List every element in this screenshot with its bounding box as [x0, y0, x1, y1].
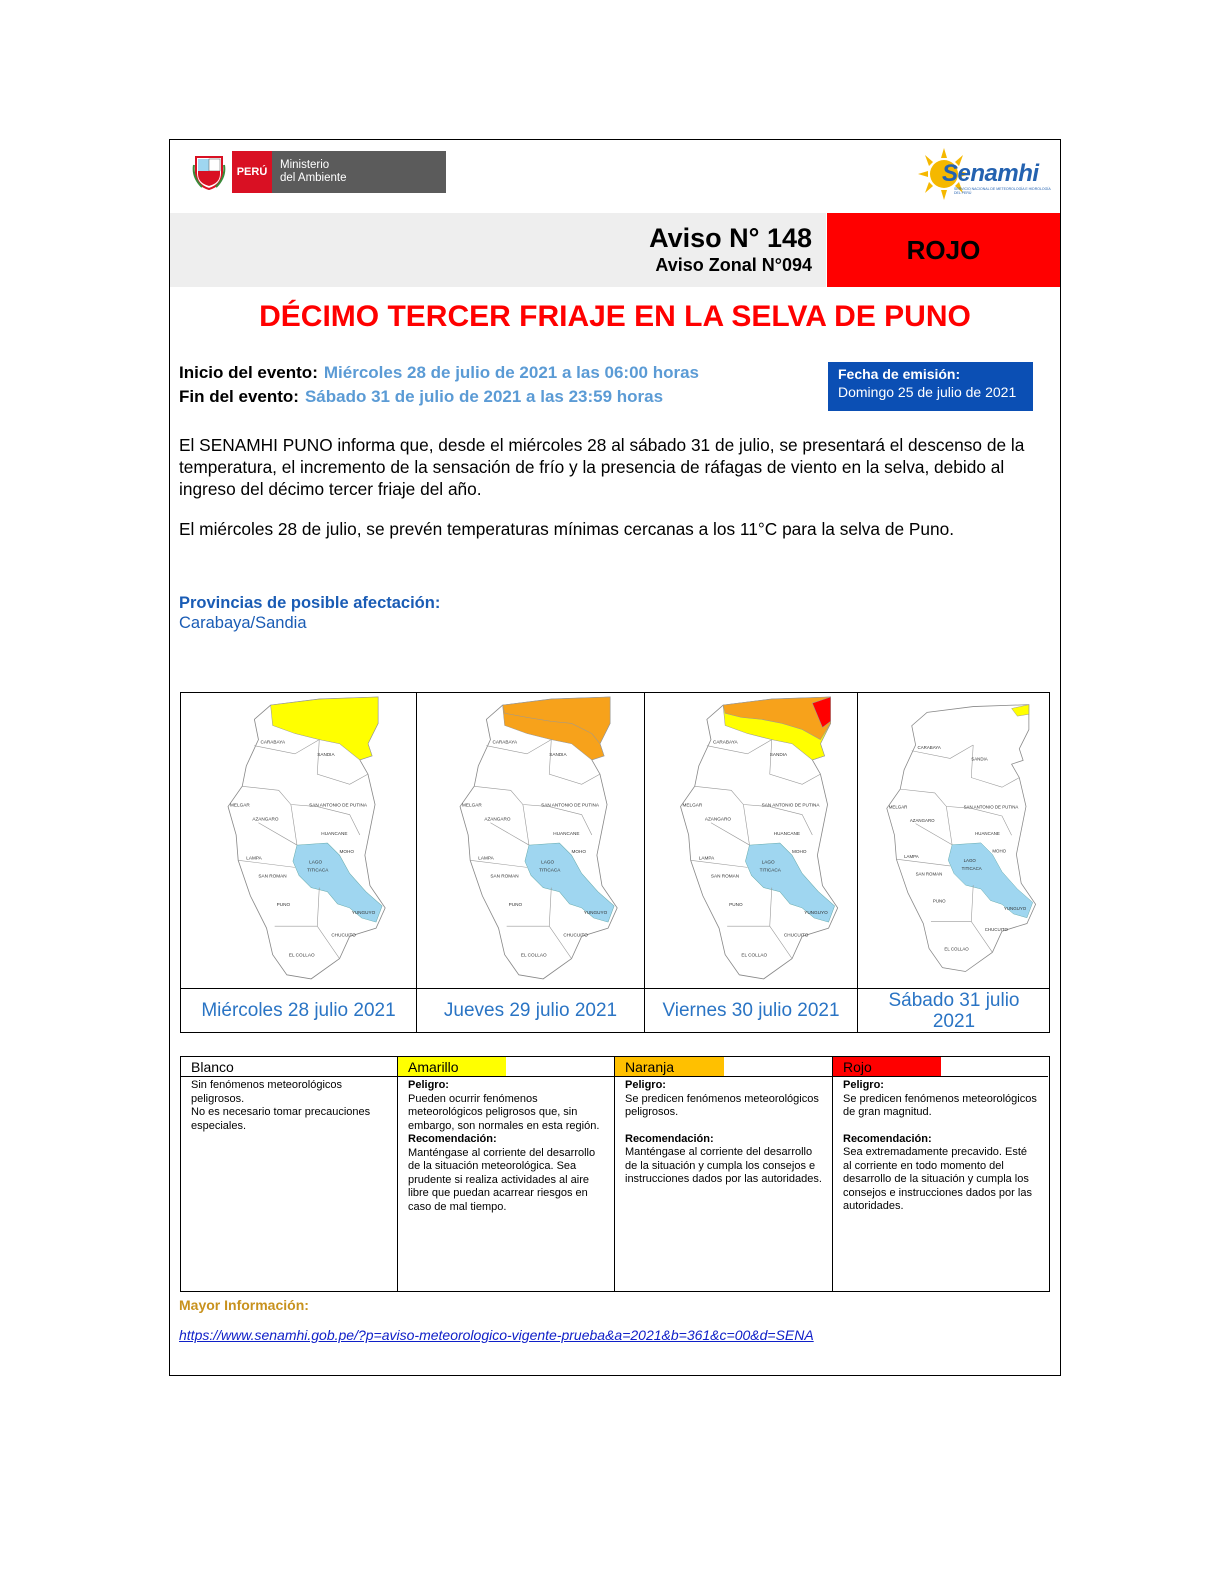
province-label-chucuito: CHUCUITO — [783, 932, 809, 938]
province-label-melgar: MELGAR — [230, 802, 250, 808]
province-label-carabaya: CARABAYA — [492, 739, 518, 745]
forecast-maps-table — [180, 692, 1050, 1033]
provinces-value: Carabaya/Sandia — [179, 614, 307, 632]
page-title: DÉCIMO TERCER FRIAJE EN LA SELVA DE PUNO — [259, 300, 971, 333]
map-day-1 — [181, 693, 417, 988]
province-label-azangaro: AZANGARO — [909, 817, 935, 823]
event-end-value: Sábado 31 de julio de 2021 a las 23:59 horas — [304, 387, 664, 406]
province-label-titicaca: TITICACA — [961, 865, 982, 871]
aviso-number: Aviso N° 148 — [649, 223, 812, 253]
province-label-putina: SAN ANTONIO DE PUTINA — [963, 804, 1019, 810]
alert-legend-table — [180, 1056, 1050, 1292]
emission-label: Fecha de emisión: — [838, 366, 961, 382]
legend-amarillo-rec-label: Recomendación: — [408, 1133, 497, 1145]
legend-rojo-header: Rojo — [833, 1057, 941, 1077]
province-label-azangaro: AZANGARO — [704, 816, 732, 822]
province-label-sanroman: SAN ROMAN — [710, 873, 740, 879]
province-label-huancane: HUANCANE — [773, 830, 800, 836]
province-label-putina: SAN ANTONIO DE PUTINA — [761, 802, 820, 808]
region-outline — [887, 705, 1036, 972]
province-label-yunguyo: YUNGUYO — [583, 910, 608, 916]
province-label-elcollao: EL COLLAO — [520, 952, 547, 958]
legend-amarillo-header: Amarillo — [398, 1057, 506, 1077]
event-start-value: Miércoles 28 de julio de 2021 a las 06:00 horas — [323, 363, 699, 382]
province-label-sandia: SANDIA — [549, 751, 567, 757]
province-label-melgar: MELGAR — [462, 802, 482, 808]
province-label-yunguyo: YUNGUYO — [804, 910, 828, 916]
puno-region-map — [181, 693, 417, 987]
province-label-titicaca: TITICACA — [307, 867, 329, 873]
province-label-elcollao: EL COLLAO — [944, 946, 969, 952]
event-end — [179, 387, 663, 407]
province-label-huancane: HUANCANE — [321, 830, 348, 836]
legend-amarillo-peligro: Pueden ocurrir fenómenos meteorológicos peligrosos que, sin embargo, son normales en esta región. — [408, 1092, 600, 1132]
legend-blanco-swatch — [289, 1057, 398, 1077]
province-label-lampa: LAMPA — [698, 855, 715, 861]
province-label-carabaya: CARABAYA — [712, 739, 738, 745]
legend-amarillo-text — [398, 1077, 615, 1291]
puno-region-map — [417, 693, 645, 987]
province-label-puno: PUNO — [932, 898, 946, 904]
province-label-huancane: HUANCANE — [975, 831, 1000, 837]
legend-rojo-peligro: Se predicen fenómenos meteorológicos de gran magnitud. — [843, 1092, 1037, 1118]
map-day-3 — [645, 693, 858, 988]
puno-region-map — [645, 693, 858, 987]
province-label-titicaca: TITICACA — [539, 867, 561, 873]
province-label-sanroman: SAN ROMAN — [915, 871, 943, 877]
more-info-link[interactable]: https://www.senamhi.gob.pe/?p=aviso-meteorologico-vigente-prueba&a=2021&b=361&c=00&d=SENA — [179, 1327, 814, 1343]
province-label-puno: PUNO — [508, 901, 523, 907]
legend-rojo-text — [833, 1077, 1048, 1291]
event-start-label: Inicio del evento: — [179, 363, 318, 382]
legend-naranja-text — [615, 1077, 833, 1291]
province-label-puno: PUNO — [276, 901, 291, 907]
legend-rojo-peligro-label: Peligro: — [843, 1079, 884, 1091]
legend-naranja-header: Naranja — [615, 1057, 724, 1077]
aviso-zonal-number: Aviso Zonal N°094 — [655, 255, 812, 275]
alert-level-badge: ROJO — [827, 213, 1060, 287]
ministry-line-2: del Ambiente — [280, 172, 347, 184]
legend-naranja-peligro-label: Peligro: — [625, 1079, 666, 1091]
province-label-putina: SAN ANTONIO DE PUTINA — [309, 802, 368, 808]
province-label-melgar: MELGAR — [682, 802, 703, 808]
legend-naranja-spacer — [724, 1057, 833, 1077]
province-label-sanroman: SAN ROMAN — [258, 873, 287, 879]
province-label-elcollao: EL COLLAO — [288, 952, 315, 958]
map-day-2 — [417, 693, 645, 988]
legend-naranja-rec: Manténgase al corriente del desarrollo de la situación y cumpla los consejos e instrucciones dados por las autoridades. — [625, 1146, 822, 1185]
province-label-lago: LAGO — [761, 859, 775, 865]
emission-value: Domingo 25 de julio de 2021 — [838, 384, 1017, 400]
more-info-label: Mayor Información: — [179, 1297, 309, 1313]
legend-naranja-peligro: Se predicen fenómenos meteorológicos peligrosos. — [625, 1092, 819, 1118]
province-label-sanroman: SAN ROMAN — [490, 873, 519, 879]
province-label-sandia: SANDIA — [769, 751, 788, 757]
province-label-lampa: LAMPA — [246, 855, 262, 861]
event-start — [179, 363, 699, 383]
puno-region-map — [858, 693, 1050, 987]
province-label-chucuito: CHUCUITO — [984, 927, 1008, 933]
day-label-4: Sábado 31 julio 2021 — [888, 989, 1020, 1032]
legend-blanco-text — [181, 1077, 398, 1291]
province-label-moho: MOHO — [992, 848, 1007, 854]
province-label-puno: PUNO — [729, 901, 743, 907]
province-label-carabaya: CARABAYA — [260, 739, 286, 745]
legend-rojo-rec: Sea extremadamente precavido. Esté al corriente en todo momento del desarrollo de la situación y cumpla los consejos e instrucciones dados por las autoridades. — [843, 1146, 1032, 1212]
province-label-lampa: LAMPA — [904, 854, 919, 860]
province-label-moho: MOHO — [571, 849, 587, 855]
province-label-azangaro: AZANGARO — [252, 816, 279, 822]
event-end-label: Fin del evento: — [179, 387, 299, 406]
province-label-lago: LAGO — [309, 859, 323, 865]
province-label-moho: MOHO — [339, 849, 355, 855]
legend-amarillo-peligro-label: Peligro: — [408, 1079, 449, 1091]
day-label-2: Jueves 29 julio 2021 — [417, 989, 645, 1032]
province-label-sandia: SANDIA — [971, 756, 988, 762]
peru-label: PERÚ — [232, 151, 272, 193]
peru-coat-of-arms-icon — [192, 153, 226, 191]
province-label-sandia: SANDIA — [317, 751, 335, 757]
province-label-moho: MOHO — [792, 849, 807, 855]
province-label-chucuito: CHUCUITO — [563, 932, 588, 938]
aviso-header — [170, 213, 826, 287]
province-label-lampa: LAMPA — [478, 855, 494, 861]
province-label-huancane: HUANCANE — [553, 830, 580, 836]
legend-naranja-rec-label: Recomendación: — [625, 1132, 714, 1145]
body-paragraph-2: El miércoles 28 de julio, se prevén temperaturas mínimas cercanas a los 11°C para la selva de Puno. — [179, 519, 955, 539]
province-label-azangaro: AZANGARO — [484, 816, 511, 822]
legend-amarillo-spacer — [506, 1057, 615, 1077]
legend-rojo-spacer — [941, 1057, 1048, 1077]
province-label-putina: SAN ANTONIO DE PUTINA — [541, 802, 600, 808]
senamhi-wordmark: Senamhi — [942, 160, 1039, 187]
legend-blanco-header: Blanco — [181, 1057, 289, 1077]
province-label-yunguyo: YUNGUYO — [351, 910, 376, 916]
province-label-elcollao: EL COLLAO — [741, 952, 768, 958]
ministry-line-1: Ministerio — [280, 159, 330, 171]
provinces-title: Provincias de posible afectación: — [179, 594, 441, 612]
senamhi-logo — [912, 146, 1054, 204]
legend-rojo-rec-label: Recomendación: — [843, 1132, 932, 1145]
day-label-1: Miércoles 28 julio 2021 — [181, 989, 417, 1032]
legend-blanco-line-1: Sin fenómenos meteorológicos peligrosos. — [191, 1079, 343, 1105]
ministry-name — [272, 151, 446, 193]
body-paragraph-1: El SENAMHI PUNO informa que, desde el miércoles 28 al sábado 31 de julio, se presentará el descenso de la temperatura, el incremento de la sensación de frío y la presencia de ráfagas de viento en la selva, debido al ingreso del décimo tercer friaje del año. — [179, 435, 1025, 499]
province-label-lago: LAGO — [963, 858, 976, 864]
legend-amarillo-rec: Manténgase al corriente del desarrollo de la situación meteorológica. Sea prudente si realiza actividades al aire libre que puedan acarrear riesgos en caso de mal tiempo. — [408, 1146, 596, 1213]
emission-date-box — [828, 362, 1033, 411]
province-label-carabaya: CARABAYA — [917, 744, 941, 750]
province-label-lago: LAGO — [541, 859, 555, 865]
province-label-titicaca: TITICACA — [759, 867, 781, 873]
day-label-3: Viernes 30 julio 2021 — [645, 989, 858, 1032]
map-day-4 — [858, 693, 1050, 988]
legend-blanco-line-2: No es necesario tomar precauciones especiales. — [191, 1106, 371, 1132]
ministry-logo — [192, 150, 446, 194]
province-label-chucuito: CHUCUITO — [331, 932, 356, 938]
senamhi-subtitle: SERVICIO NACIONAL DE METEOROLOGÍA E HIDROLOGÍA DEL PERÚ — [954, 187, 1051, 195]
province-label-melgar: MELGAR — [888, 804, 908, 810]
province-label-yunguyo: YUNGUYO — [1003, 906, 1027, 912]
